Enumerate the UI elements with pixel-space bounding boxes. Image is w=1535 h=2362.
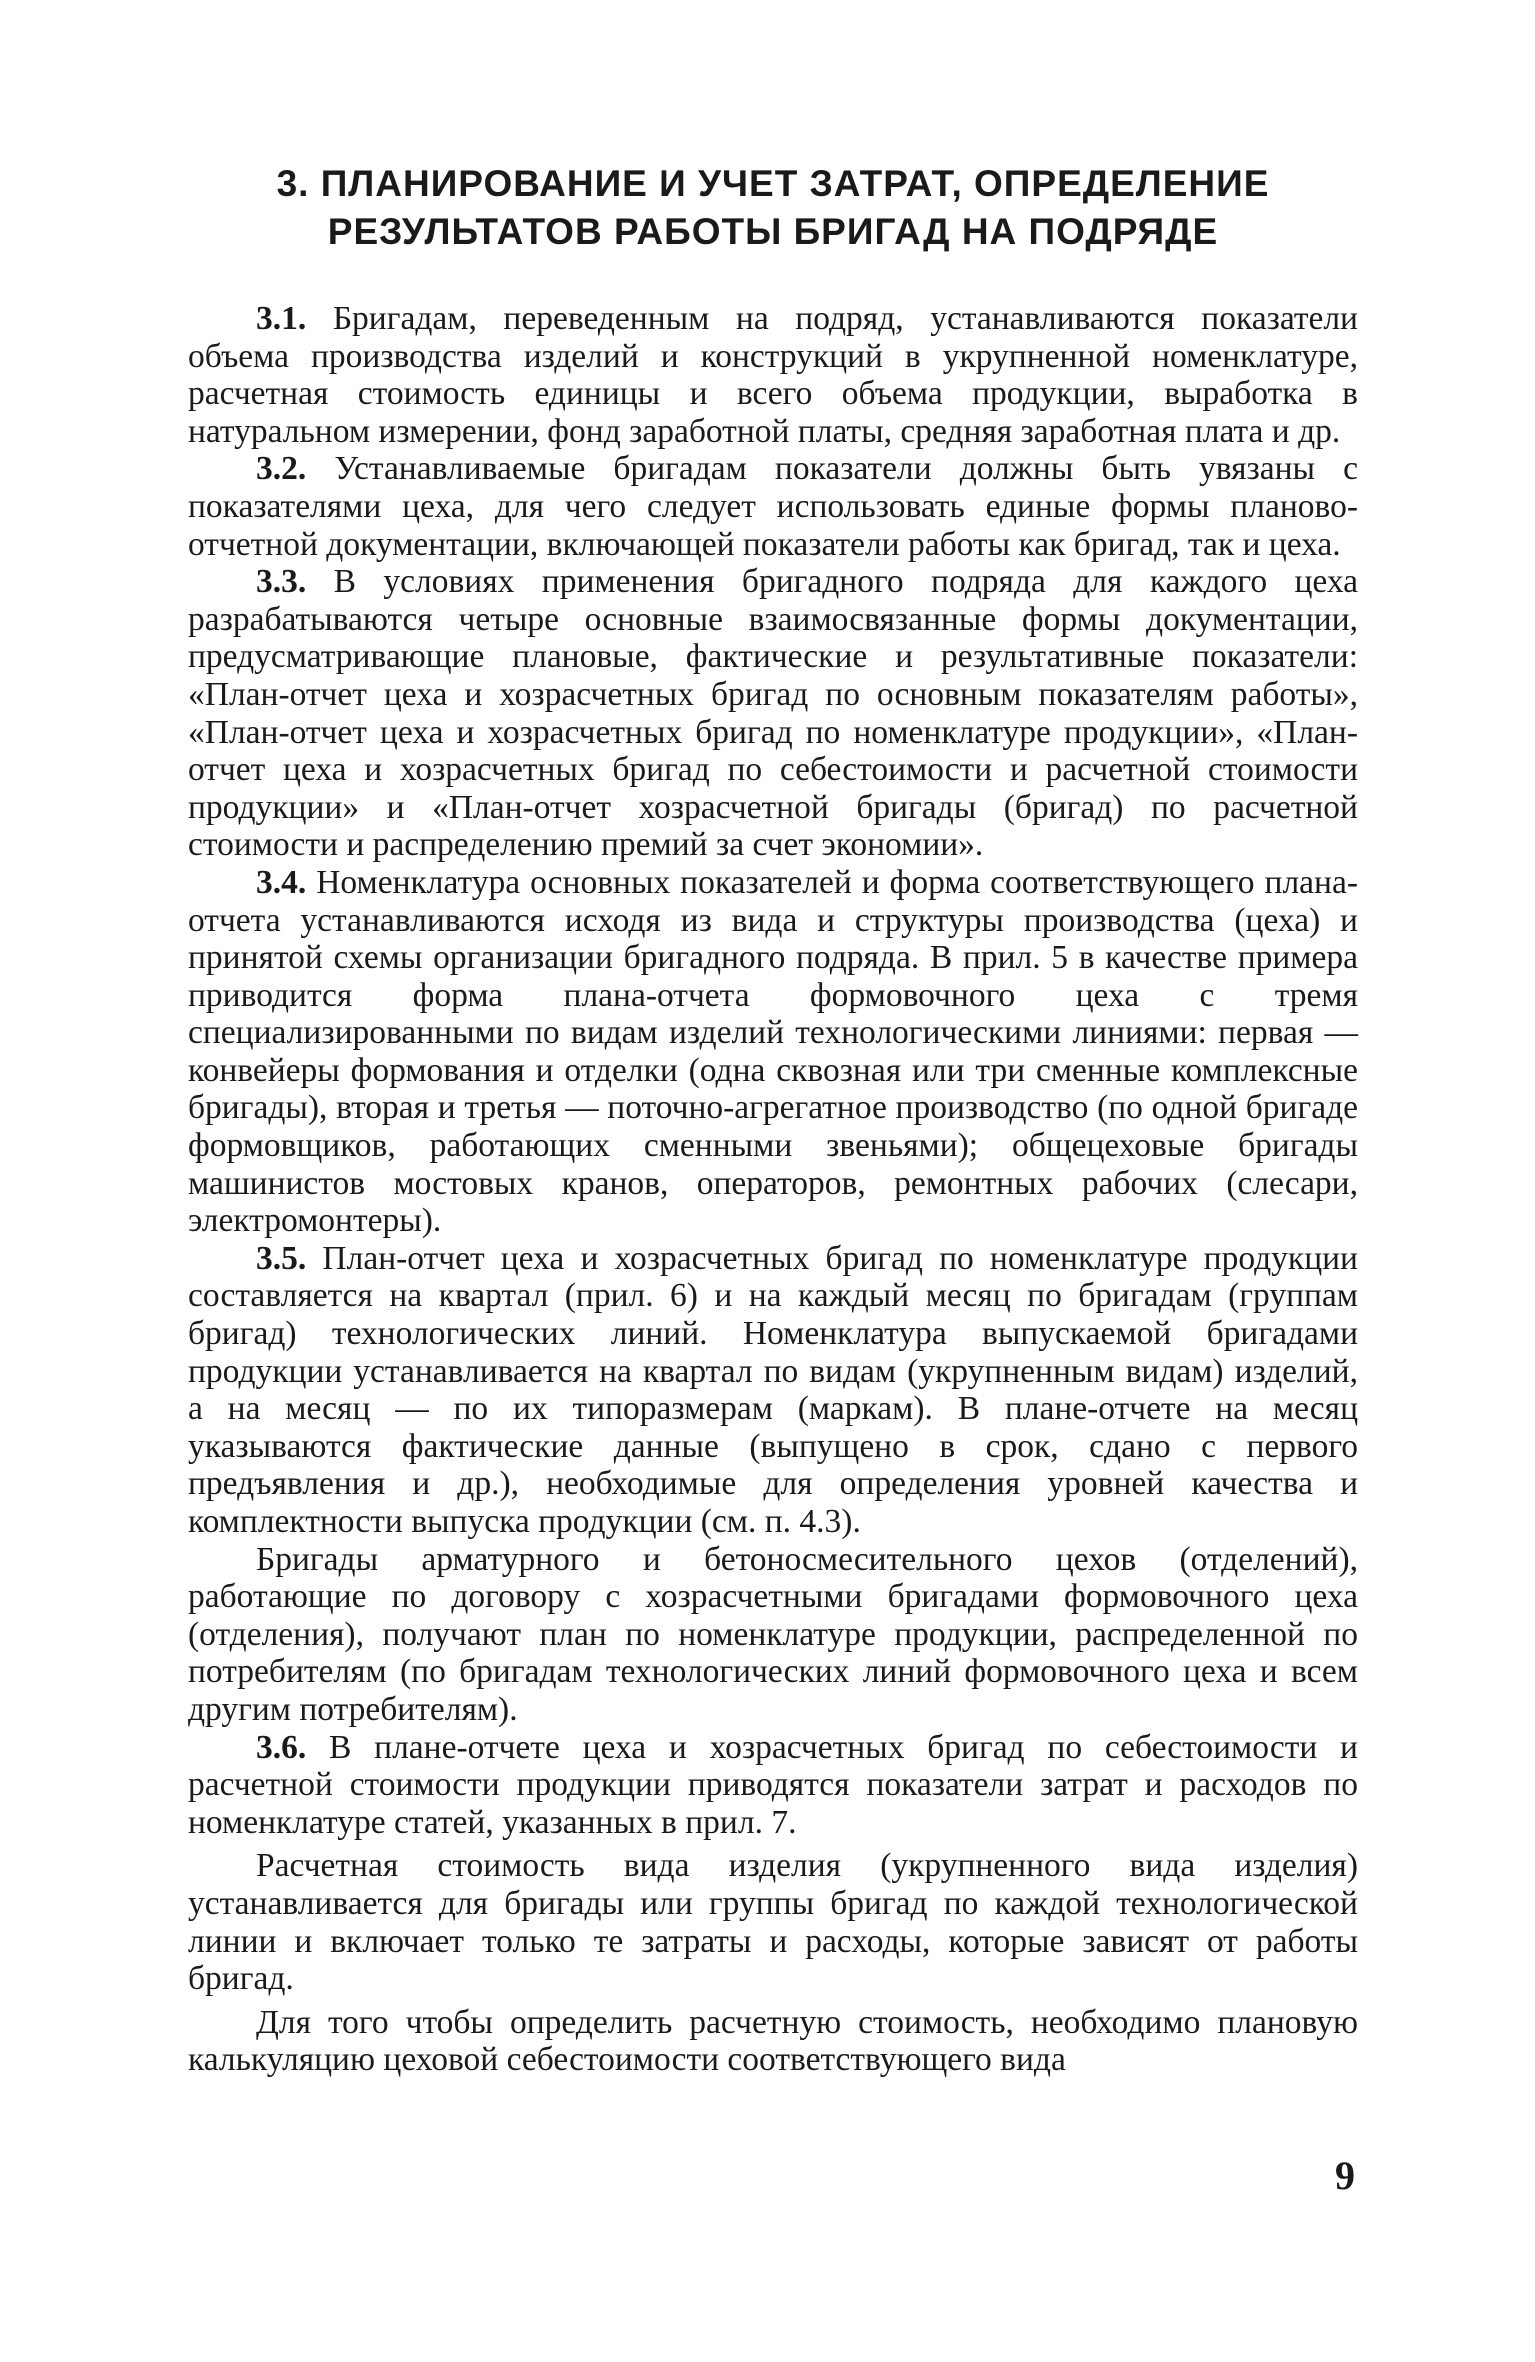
paragraph-3-6 [188, 1729, 1358, 1842]
document-page [188, 160, 1358, 2079]
paragraph-estimated-cost [188, 1847, 1358, 1997]
clause-number: 3.3. [256, 563, 307, 601]
paragraph-text: Для того чтобы определить расчетную стоимость, необходимо плановую калькуляцию цеховой себестоимости соответствующего вида [188, 2003, 1358, 2079]
paragraph-3-4 [188, 864, 1358, 1240]
section-title-line-2: РЕЗУЛЬТАТОВ РАБОТЫ БРИГАД НА ПОДРЯДЕ [327, 211, 1219, 252]
paragraph-3-1 [188, 300, 1358, 450]
clause-number: 3.4. [256, 863, 307, 901]
paragraph-brigades [188, 1541, 1358, 1729]
paragraph-text: Бригады арматурного и бетоносмесительного цехов (отделений), работающие по договору с хозрасчетными бригадами формовочного цеха (отделения), получают план по номенклатуре продукции, распределенной по потребителям (по бригадам технологических линий формовочного цеха и всем другим потребителям). [188, 1540, 1358, 1728]
paragraph-3-2 [188, 450, 1358, 563]
paragraph-text: Бригадам, переведенным на подряд, устанавливаются показатели объема производства изделий и конструкций в укрупненной номенклатуре, расчетная стоимость единицы и всего объема продукции, выработка в натуральном измерении, фонд заработной платы, средняя заработная плата и др. [188, 300, 1358, 450]
paragraph-text: В условиях применения бригадного подряда для каждого цеха разрабатываются четыре основные взаимосвязанные формы документации, предусматривающие плановые, фактические и результативные показатели: «План-отчет цеха и хозрасчетных бригад по основным показателям работы», «План-отчет цеха и хозрасчетных бригад по номенклатуре продукции», «План-отчет цеха и хозрасчетных бригад по себестоимости и расчетной стоимости продукции» и «План-отчет хозрасчетной бригады (бригад) по расчетной стоимости и распределению премий за счет экономии». [188, 563, 1358, 864]
paragraph-text: Номенклатура основных показателей и форма соответствующего плана-отчета устанавливаются исходя из вида и структуры производства (цеха) и принятой схемы организации бригадного подряда. В прил. 5 в качестве примера приводится форма плана-отчета формовочного цеха с тремя специализированными по видам изделий технологическими линиями: первая — конвейеры формования и отделки (одна сквозная или три сменные комплексные бригады), вторая и третья — поточно-агрегатное производство (по одной бригаде формовщиков, работающих сменными звеньями); общецеховые бригады машинистов мостовых кранов, операторов, ремонтных рабочих (слесари, электромонтеры). [188, 863, 1358, 1240]
clause-number: 3.1. [256, 300, 307, 337]
paragraph-3-3 [188, 563, 1358, 864]
paragraph-text: Расчетная стоимость вида изделия (укрупненного вида изделия) устанавливается для бригады или группы бригад по каждой технологической линии и включает только те затраты и расходы, которые зависят от работы бригад. [188, 1847, 1358, 1998]
page-number: 9 [1335, 2153, 1355, 2198]
clause-number: 3.5. [256, 1239, 307, 1277]
paragraph-text: В плане-отчете цеха и хозрасчетных бригад по себестоимости и расчетной стоимости продукции приводятся показатели затрат и расходов по номенклатуре статей, указанных в прил. 7. [188, 1728, 1358, 1841]
section-title [188, 160, 1358, 256]
paragraph-text: Устанавливаемые бригадам показатели должны быть увязаны с показателями цеха, для чего следует использовать единые формы планово-отчетной документации, включающей показатели работы как бригад, так и цеха. [188, 450, 1358, 563]
paragraph-3-5 [188, 1240, 1358, 1541]
section-title-line-1: 3. ПЛАНИРОВАНИЕ И УЧЕТ ЗАТРАТ, ОПРЕДЕЛЕНИЕ [276, 163, 1270, 204]
paragraph-calculation [188, 2004, 1358, 2079]
clause-number: 3.6. [256, 1728, 307, 1766]
paragraph-text: План-отчет цеха и хозрасчетных бригад по номенклатуре продукции составляется на квартал (прил. 6) и на каждый месяц по бригадам (группам бригад) технологических линий. Номенклатура выпускаемой бригадами продукции устанавливается на квартал по видам (укрупненным видам) изделий, а на месяц — по их типоразмерам (маркам). В плане-отчете на месяц указываются фактические данные (выпущено в срок, сдано с первого предъявления и др.), необходимые для определения уровней качества и комплектности выпуска продукции (см. п. 4.3). [188, 1239, 1358, 1540]
clause-number: 3.2. [256, 450, 307, 488]
